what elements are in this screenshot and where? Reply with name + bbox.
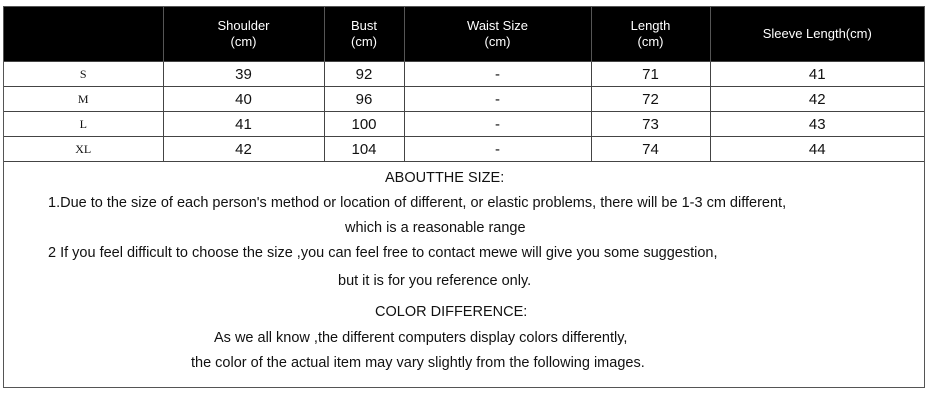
table-row bbox=[4, 137, 924, 162]
size-cell: XL bbox=[4, 137, 163, 162]
note-2-line-2: but it is for you reference only. bbox=[338, 273, 532, 289]
table-row bbox=[4, 62, 924, 87]
waist-cell: - bbox=[404, 87, 591, 112]
header-bust: Bust (cm) bbox=[324, 7, 404, 62]
size-chart-frame bbox=[3, 6, 925, 388]
table-row bbox=[4, 112, 924, 137]
color-difference-title: COLOR DIFFERENCE: bbox=[375, 304, 528, 320]
length-cell: 72 bbox=[591, 87, 710, 112]
header-shoulder: Shoulder (cm) bbox=[163, 7, 324, 62]
shoulder-cell: 41 bbox=[163, 112, 324, 137]
header-waist: Waist Size (cm) bbox=[404, 7, 591, 62]
shoulder-cell: 39 bbox=[163, 62, 324, 87]
header-row bbox=[4, 7, 924, 62]
sleeve-cell: 41 bbox=[710, 62, 924, 87]
about-size-title: ABOUTTHE SIZE: bbox=[385, 170, 505, 186]
waist-cell: - bbox=[404, 137, 591, 162]
color-note-line-2: the color of the actual item may vary slightly from the following images. bbox=[191, 355, 645, 371]
length-cell: 71 bbox=[591, 62, 710, 87]
bust-cell: 100 bbox=[324, 112, 404, 137]
note-2-line-1: 2 If you feel difficult to choose the size ,you can feel free to contact mewe will give you some suggestion, bbox=[48, 245, 718, 261]
header-length: Length (cm) bbox=[591, 7, 710, 62]
header-sleeve: Sleeve Length(cm) bbox=[710, 7, 924, 62]
size-cell: M bbox=[4, 87, 163, 112]
note-1-line-1: 1.Due to the size of each person's method or location of different, or elastic problems, there will be 1-3 cm different, bbox=[48, 195, 787, 211]
bust-cell: 104 bbox=[324, 137, 404, 162]
bust-cell: 96 bbox=[324, 87, 404, 112]
shoulder-cell: 40 bbox=[163, 87, 324, 112]
header-size bbox=[4, 7, 163, 62]
waist-cell: - bbox=[404, 112, 591, 137]
note-1-line-2: which is a reasonable range bbox=[345, 220, 526, 236]
sleeve-cell: 42 bbox=[710, 87, 924, 112]
length-cell: 73 bbox=[591, 112, 710, 137]
bust-cell: 92 bbox=[324, 62, 404, 87]
shoulder-cell: 42 bbox=[163, 137, 324, 162]
size-cell: L bbox=[4, 112, 163, 137]
size-chart-table bbox=[4, 7, 924, 162]
size-cell: S bbox=[4, 62, 163, 87]
sleeve-cell: 44 bbox=[710, 137, 924, 162]
table-row bbox=[4, 87, 924, 112]
length-cell: 74 bbox=[591, 137, 710, 162]
color-note-line-1: As we all know ,the different computers display colors differently, bbox=[214, 330, 628, 346]
waist-cell: - bbox=[404, 62, 591, 87]
sleeve-cell: 43 bbox=[710, 112, 924, 137]
